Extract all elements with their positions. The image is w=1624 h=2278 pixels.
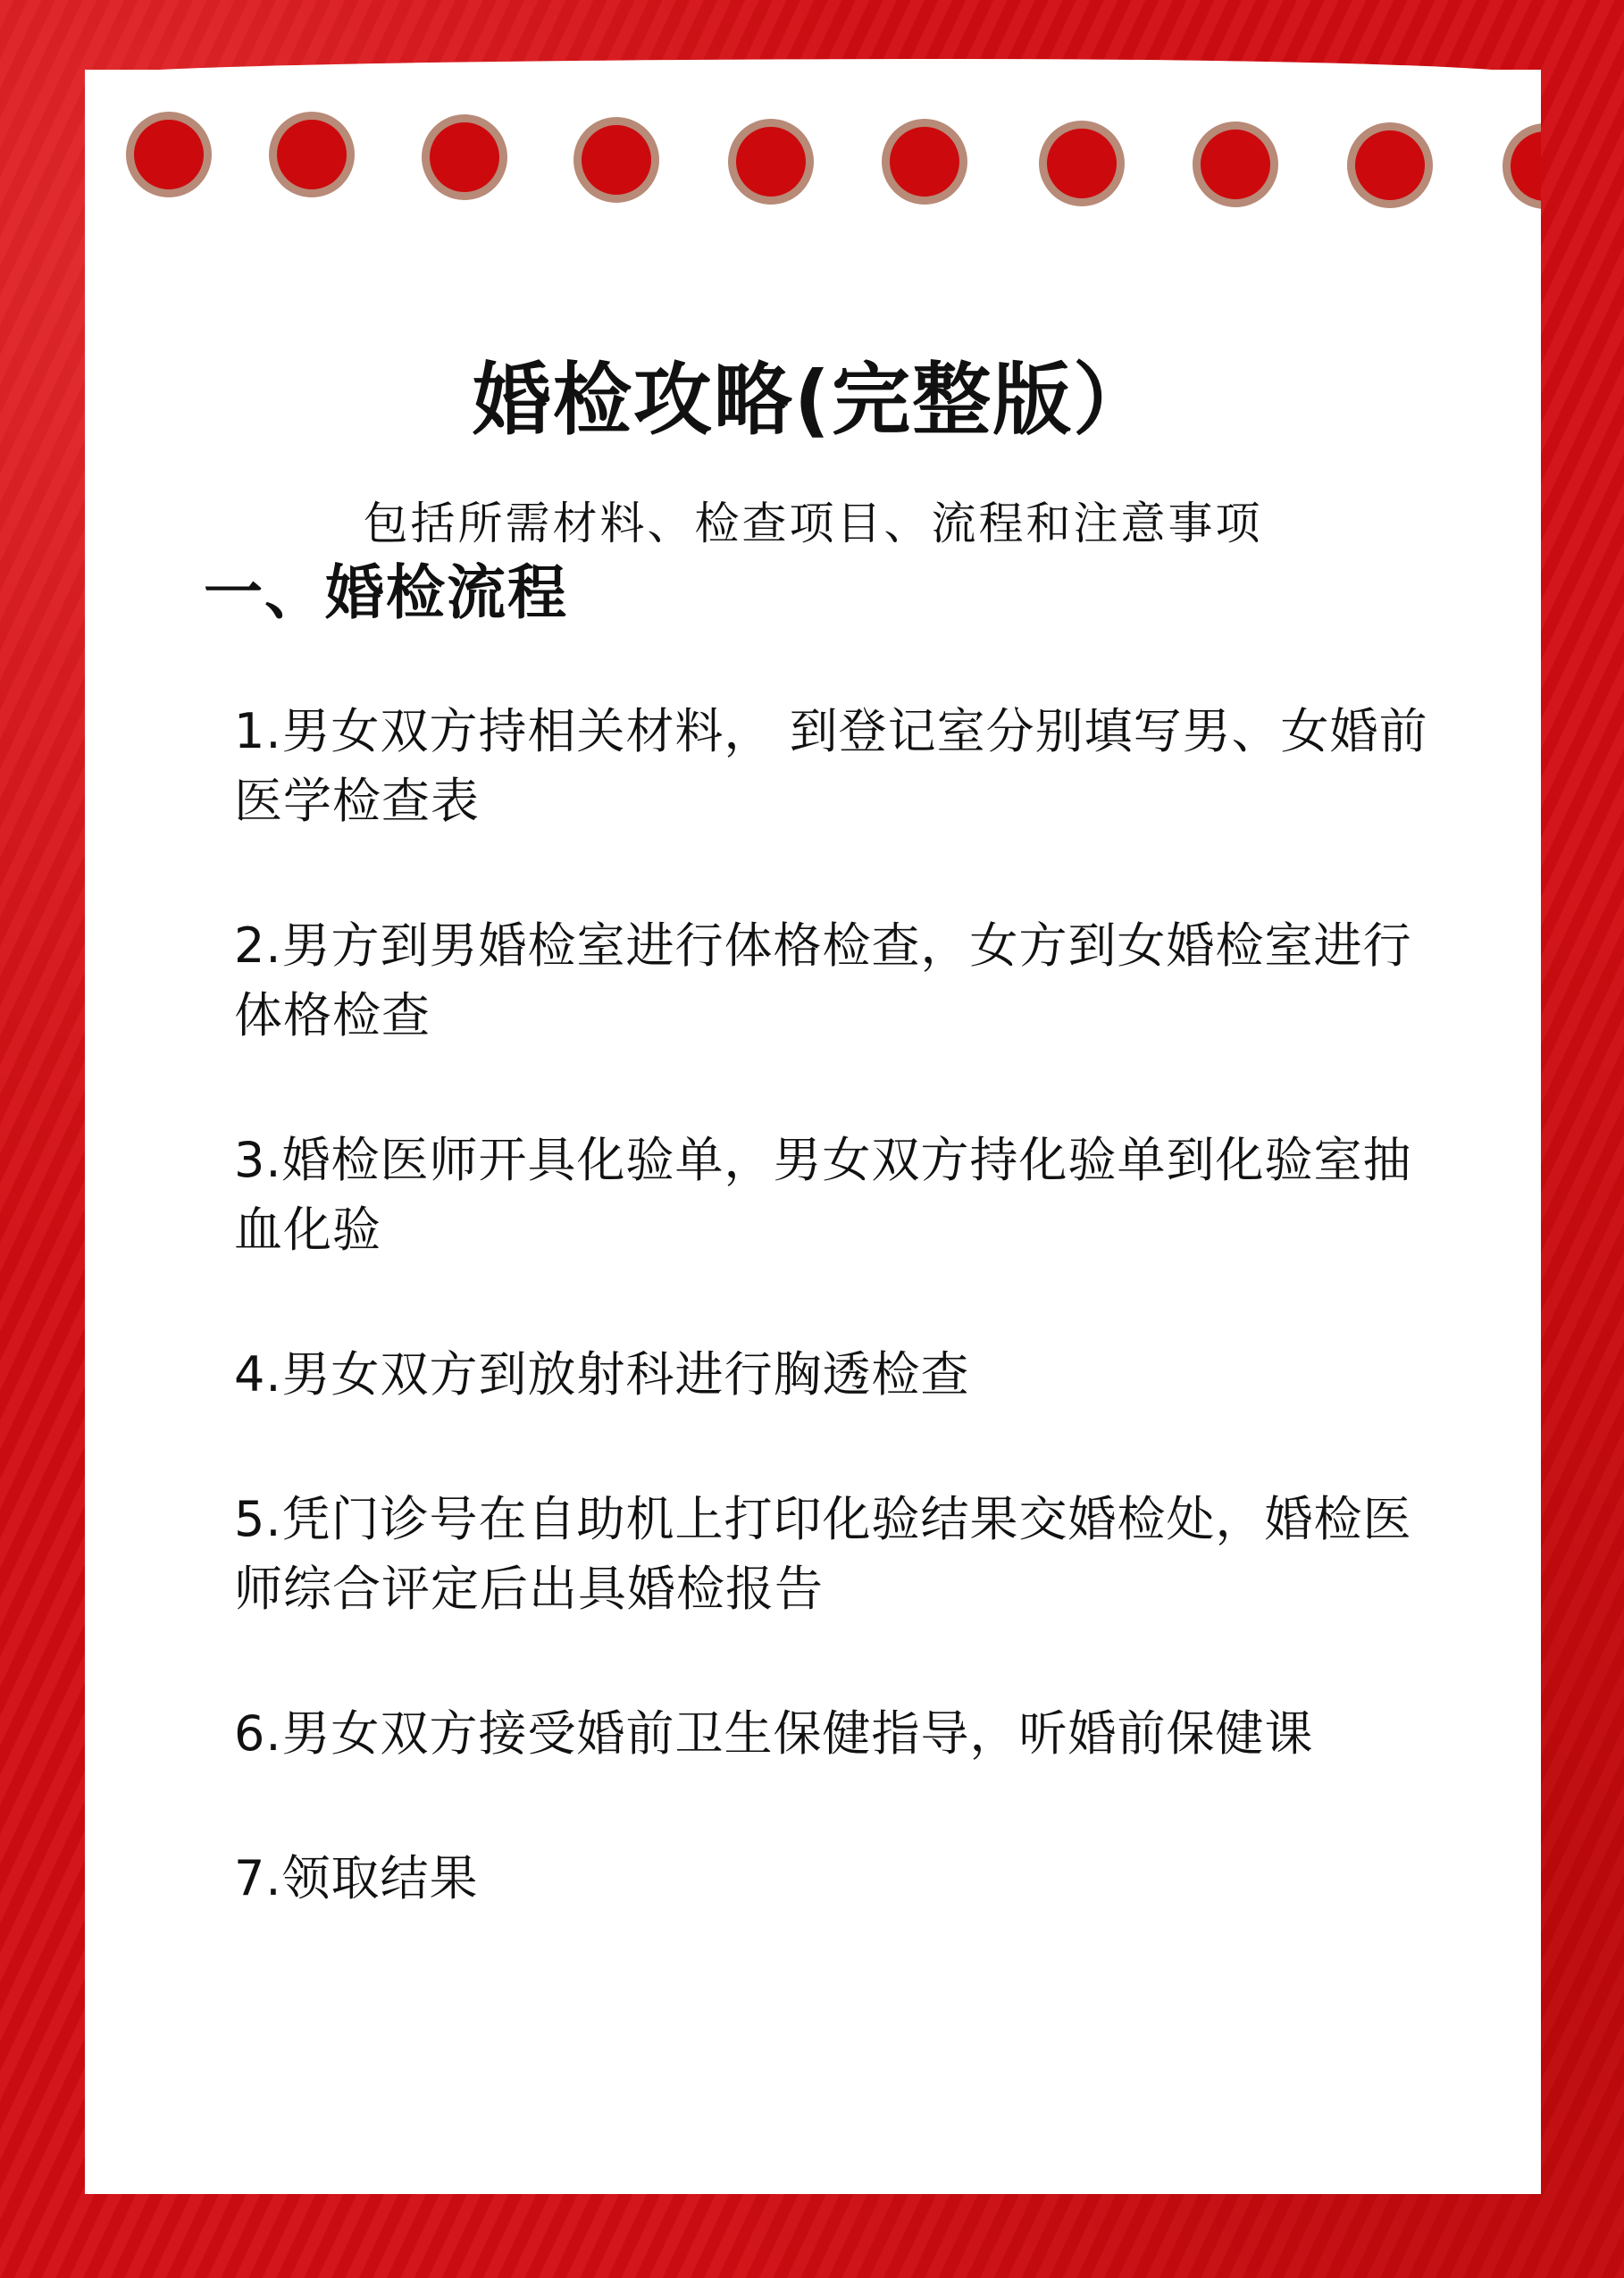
section-heading: 一、婚检流程 (204, 558, 568, 627)
binder-hole (882, 119, 967, 205)
binder-hole (126, 112, 212, 197)
list-item: 6.男女双方接受婚前卫生保健指导，听婚前保健课 (234, 1705, 1314, 1762)
page-title: 婚检攻略(完整版） (472, 354, 1154, 446)
binder-hole (728, 119, 814, 205)
binder-hole (422, 114, 507, 200)
list-item: 2.男方到男婚检室进行体格检查，女方到女婚检室进行体格检查 (234, 917, 1412, 1043)
page-subtitle: 包括所需材料、检查项目、流程和注意事项 (363, 498, 1263, 549)
list-item: 3.婚检医师开具化验单，男女双方持化验单到化验室抽血化验 (234, 1132, 1412, 1258)
binder-hole (1347, 122, 1433, 208)
list-item: 1.男女双方持相关材料， 到登记室分别填写男、女婚前医学检查表 (234, 703, 1428, 829)
step-list (234, 697, 1431, 1989)
binder-hole (1503, 123, 1541, 209)
binder-hole (269, 112, 355, 197)
list-item: 5.凭门诊号在自助机上打印化验结果交婚检处，婚检医师综合评定后出具婚检报告 (234, 1491, 1412, 1617)
binder-hole (1039, 121, 1125, 206)
binder-hole (1193, 121, 1278, 207)
list-item: 4.男女双方到放射科进行胸透检查 (234, 1346, 970, 1403)
binder-hole (573, 117, 659, 203)
list-item: 7.领取结果 (234, 1850, 479, 1906)
